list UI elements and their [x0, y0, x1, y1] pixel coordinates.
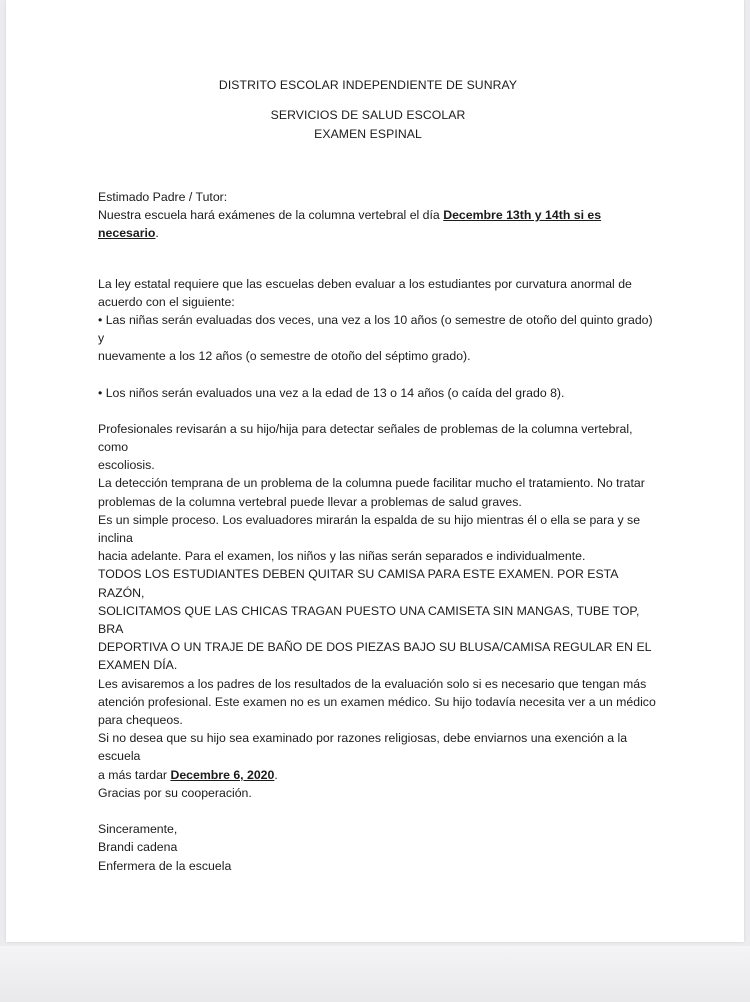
bullet-boys: • Los niños serán evaluados una vez a la edad de 13 o 14 años (o caída del grado 8). [98, 385, 565, 400]
detail-line: TODOS LOS ESTUDIANTES DEBEN QUITAR SU CAMISA PARA ESTE EXAMEN. POR ESTA RAZÓN, [98, 567, 618, 600]
deadline-line [98, 766, 658, 784]
law-line-1: La ley estatal requiere que las escuelas deben evaluar a los estudiantes por curvatura anormal de [98, 276, 632, 291]
thanks-line: Gracias por su cooperación. [98, 785, 252, 800]
detail-line: SOLICITAMOS QUE LAS CHICAS TRAGAN PUESTO UNA CAMISETA SIN MANGAS, TUBE TOP, BRA [98, 603, 640, 637]
subject-title: EXAMEN ESPINAL [314, 127, 422, 141]
law-line-2: acuerdo con el siguiente: [98, 294, 235, 309]
intro-end: . [155, 226, 159, 241]
detail-line: DEPORTIVA O UN TRAJE DE BAÑO DE DOS PIEZAS BAJO SU BLUSA/CAMISA REGULAR EN EL EXAMEN DÍA. [98, 640, 652, 673]
detail-line: hacia adelante. Para el examen, los niños y las niñas serán separados e individualmente. [98, 549, 586, 564]
district-title: DISTRITO ESCOLAR INDEPENDIENTE DE SUNRAY [218, 78, 518, 92]
letter-body [98, 188, 658, 875]
detail-line: atención profesional. Este examen no es un examen médico. Su hijo todavía necesita ver a un médico [98, 694, 656, 709]
department-title: SERVICIOS DE SALUD ESCOLAR [270, 108, 466, 122]
deadline-text: a más tardar [98, 767, 171, 782]
detail-line: Profesionales revisarán a su hijo/hija para detectar señales de problemas de la columna vertebral, como [98, 421, 633, 455]
greeting: Estimado Padre / Tutor: [98, 190, 228, 204]
detail-line: para chequeos. [98, 713, 183, 728]
signer-name: Brandi cadena [98, 840, 178, 855]
detail-line: Si no desea que su hijo sea examinado por razones religiosas, debe enviarnos una exención a la escuela [98, 731, 628, 764]
intro-text: Nuestra escuela hará exámenes de la columna vertebral el día [98, 208, 444, 223]
background-band [0, 946, 750, 1002]
exam-dates: Decembre 13th y 14th si es necesario [98, 208, 602, 241]
detail-line: Es un simple proceso. Los evaluadores mirarán la espalda de su hijo mientras él o ella se para y se inclina [98, 512, 641, 546]
bullet-girls-line-2: nuevamente a los 12 años (o semestre de otoño del séptimo grado). [98, 349, 471, 364]
deadline-date: Decembre 6, 2020 [170, 767, 275, 782]
bullet-girls-line-1: • Las niñas serán evaluadas dos veces, una vez a los 10 años (o semestre de otoño del quinto grado) y [98, 313, 653, 346]
letter-page [6, 0, 744, 942]
deadline-end: . [274, 767, 278, 782]
closing: Sinceramente, [98, 822, 178, 837]
detail-line: escoliosis. [98, 458, 155, 473]
detail-line: Les avisaremos a los padres de los resultados de la evaluación solo si es necesario que tengan más [98, 676, 647, 691]
intro-paragraph [98, 206, 658, 242]
detail-line: La detección temprana de un problema de la columna puede facilitar mucho el tratamiento. No tratar [98, 476, 645, 491]
detail-line: problemas de la columna vertebral puede llevar a problemas de salud graves. [98, 494, 522, 509]
signer-title: Enfermera de la escuela [98, 858, 232, 873]
